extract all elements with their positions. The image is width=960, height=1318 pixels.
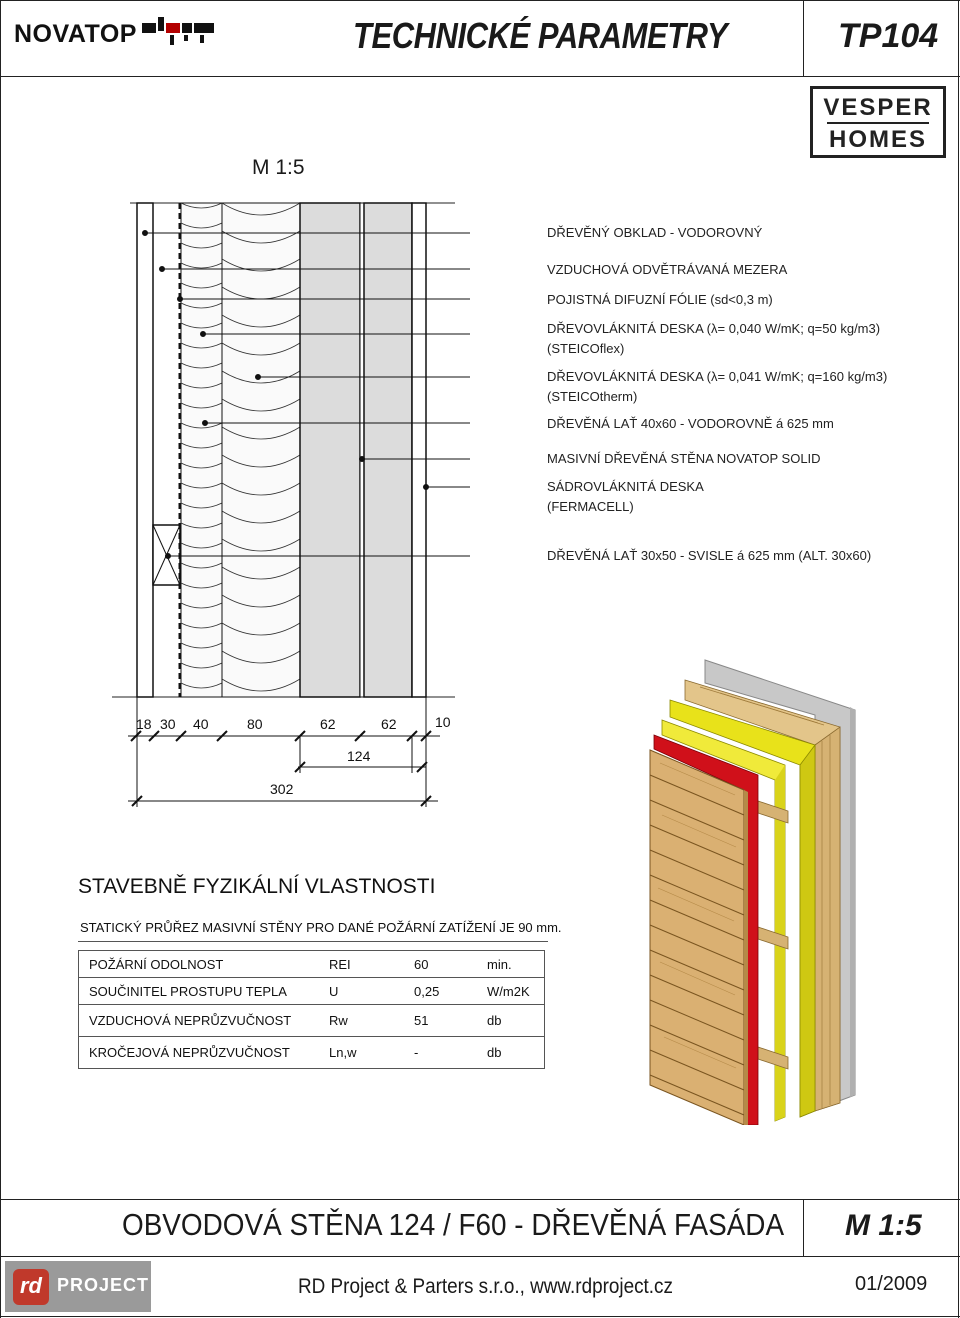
dim-steicotherm: 80 [247,716,263,732]
logo-bottom-text: HOMES [828,126,927,153]
property-symbol: U [319,978,404,1005]
layer-label-cladding: DŘEVĚNÝ OBKLAD - VODOROVNÝ [547,225,763,240]
dim-cladding: 18 [136,716,152,732]
vesper-homes-logo [810,86,946,158]
property-symbol: Rw [319,1005,404,1037]
layer-label-horizontal-batten: DŘEVĚNÁ LAŤ 40x60 - VODOROVNĚ á 625 mm [547,416,834,431]
layer-label-steicoflex: DŘEVOVLÁKNITÁ DESKA (λ= 0,040 W/mK; q=50 kg/m3) [547,321,881,336]
properties-note: STATICKÝ PRŮŘEZ MASIVNÍ STĚNY PRO DANÉ POŽÁRNÍ ZATÍŽENÍ JE 90 mm. [80,920,562,935]
page-title: TECHNICKÉ PARAMETRY [353,15,728,56]
novatop-brand: NOVATOP [14,20,137,48]
logo-top-text: VESPER [823,94,933,121]
property-unit: db [477,1037,545,1069]
layer-label-gypsum-board: SÁDROVLÁKNITÁ DESKA [547,479,704,494]
dim-wall-total: 124 [347,748,371,764]
footer-scale: M 1:5 [845,1209,922,1242]
property-value: 0,25 [404,978,477,1005]
dim-gypsum: 10 [435,714,451,730]
property-value: 60 [404,951,477,978]
drawing-scale: M 1:5 [252,156,305,179]
novatop-mark-icon [140,17,218,49]
wall-section-drawing [0,195,470,815]
rd-logo-text: PROJECT [57,1275,150,1295]
layer-label-vertical-batten: DŘEVĚNÁ LAŤ 30x50 - SVISLE á 625 mm (ALT. 30x60) [547,548,872,563]
property-name: KROČEJOVÁ NEPRŮZVUČNOST [79,1037,320,1069]
table-row [79,1005,545,1037]
footer-title: OBVODOVÁ STĚNA 124 / F60 - DŘEVĚNÁ FASÁDA [122,1207,785,1242]
company-info: RD Project & Parters s.r.o., www.rdproject.cz [298,1275,673,1298]
novatop-logo [14,20,137,49]
property-symbol: Ln,w [319,1037,404,1069]
document-date: 01/2009 [855,1273,928,1295]
table-row [79,1037,545,1069]
property-symbol: REI [319,951,404,978]
rd-project-logo [5,1261,151,1312]
isometric-wall-illustration [640,655,900,1125]
dim-steicoflex: 40 [193,716,209,732]
dim-wall-layer-1: 62 [320,716,336,732]
property-unit: db [477,1005,545,1037]
layer-sublabel-steicotherm: (STEICOtherm) [547,389,638,404]
properties-heading: STAVEBNĚ FYZIKÁLNÍ VLASTNOSTI [78,875,436,898]
layer-sublabel-gypsum-board: (FERMACELL) [547,499,634,514]
layer-label-air-gap: VZDUCHOVÁ ODVĚTRÁVANÁ MEZERA [547,262,788,277]
dim-overall-total: 302 [270,781,294,797]
layer-label-steicotherm: DŘEVOVLÁKNITÁ DESKA (λ= 0,041 W/mK; q=160 kg/m3) [547,369,888,384]
layer-label-massive-wall: MASIVNÍ DŘEVĚNÁ STĚNA NOVATOP SOLID [547,451,821,466]
property-unit: W/m2K [477,978,545,1005]
properties-table [78,950,545,1069]
dim-wall-layer-2: 62 [381,716,397,732]
layer-label-membrane: POJISTNÁ DIFUZNÍ FÓLIE (sd<0,3 m) [547,292,773,307]
property-name: SOUČINITEL PROSTUPU TEPLA [79,978,320,1005]
table-row [79,951,545,978]
rd-mark-icon: rd [13,1269,49,1305]
property-value: 51 [404,1005,477,1037]
property-unit: min. [477,951,545,978]
property-value: - [404,1037,477,1069]
document-code: TP104 [838,17,939,55]
dim-air-gap: 30 [160,716,176,732]
table-row [79,978,545,1005]
property-name: POŽÁRNÍ ODOLNOST [79,951,320,978]
layer-sublabel-steicoflex: (STEICOflex) [547,341,625,356]
property-name: VZDUCHOVÁ NEPRŮZVUČNOST [79,1005,320,1037]
